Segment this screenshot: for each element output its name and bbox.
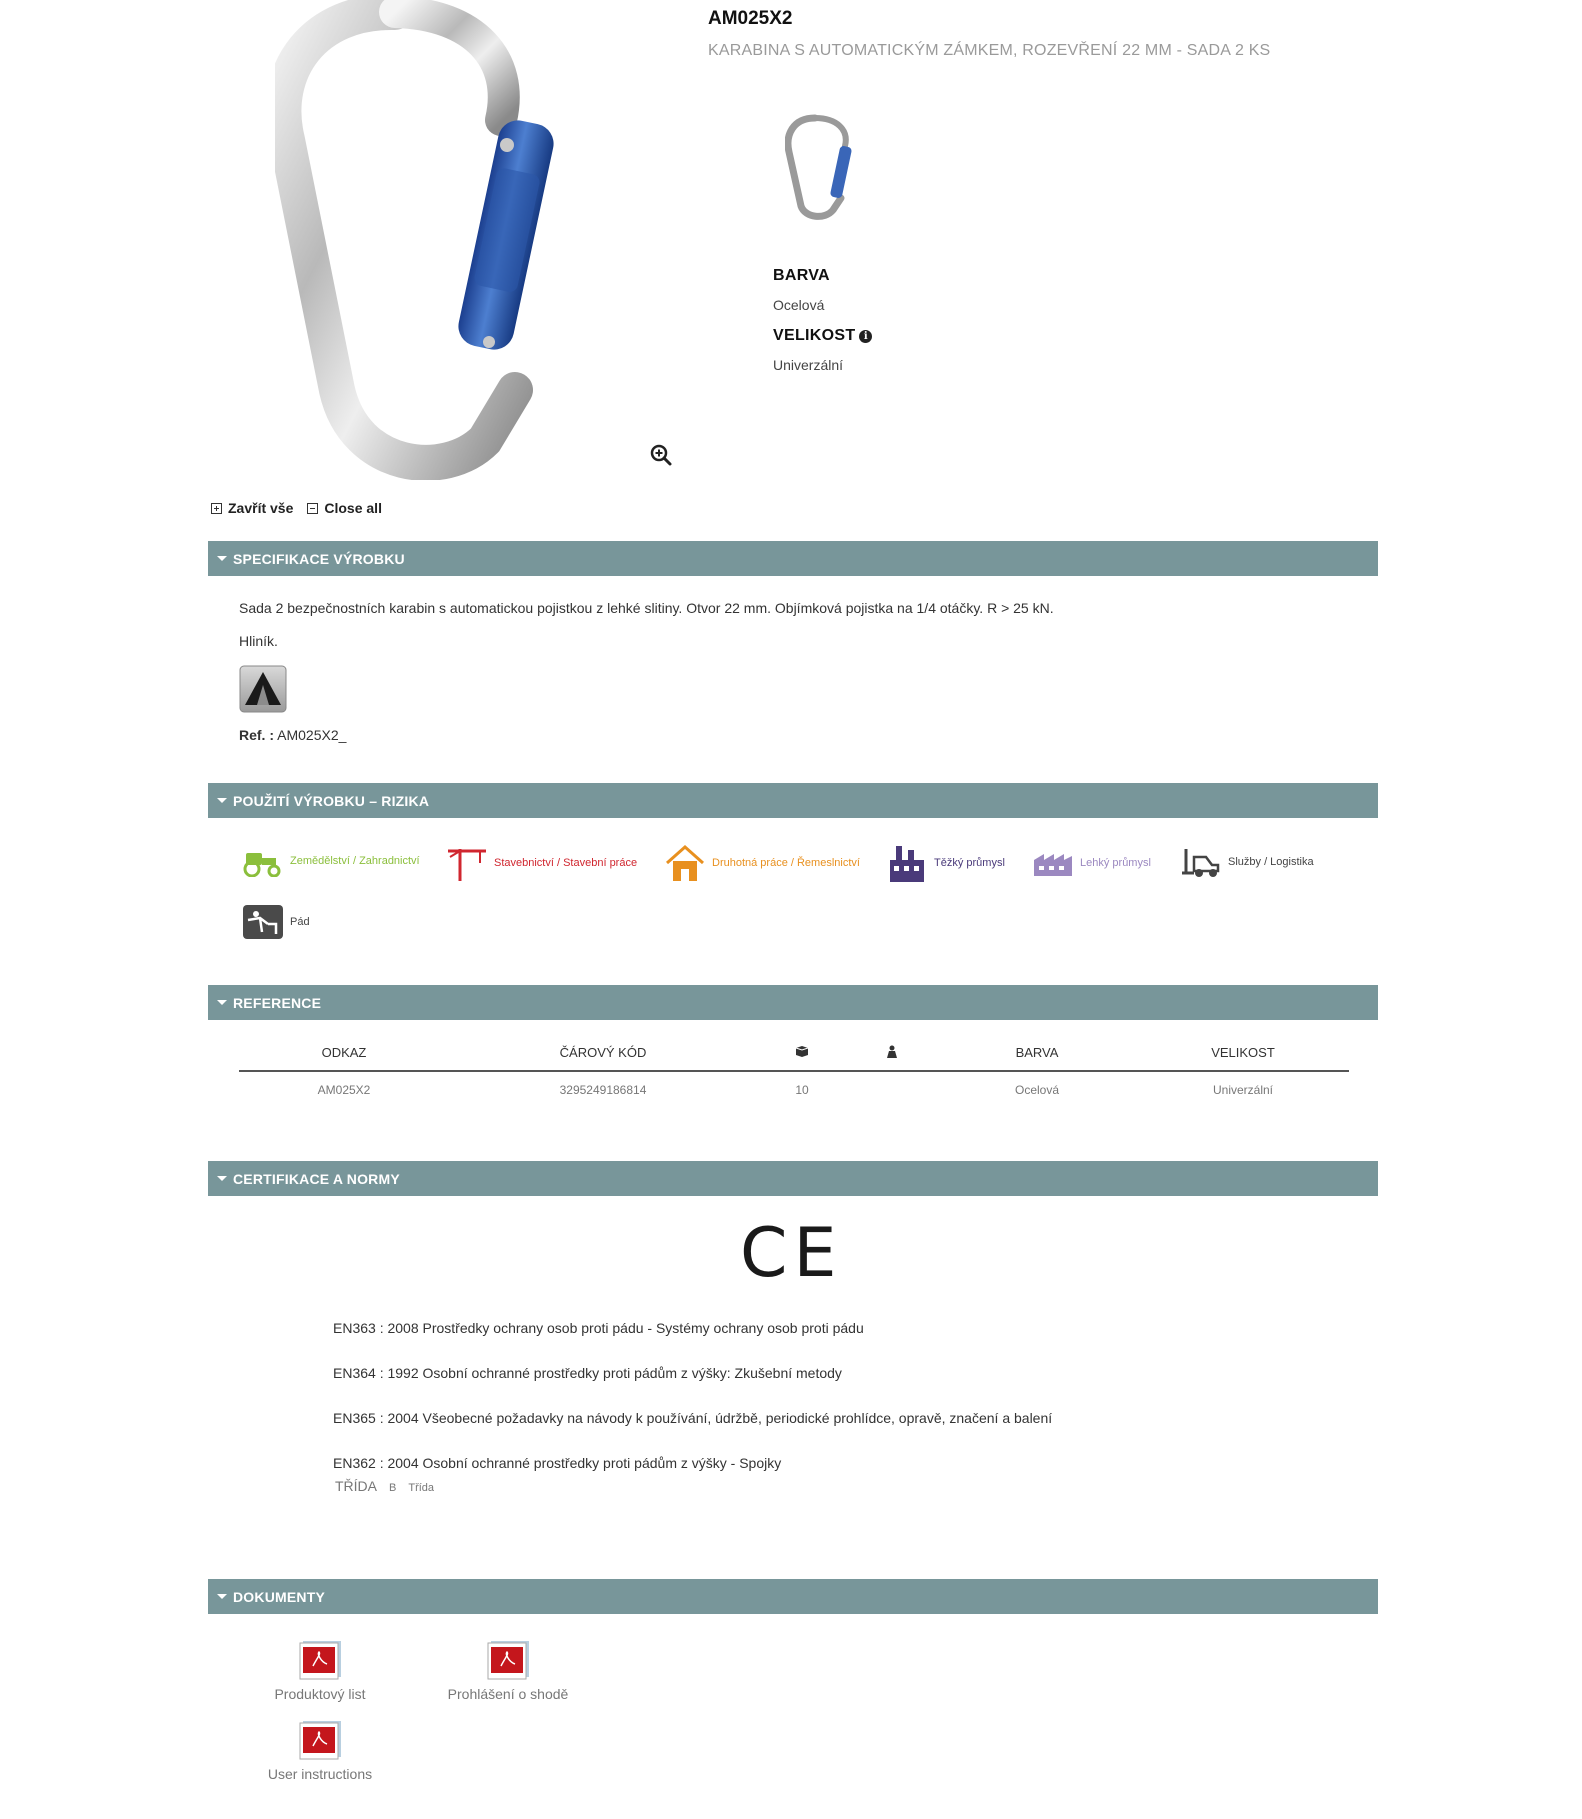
minus-square-icon	[307, 503, 318, 514]
ce-mark: CE	[740, 1214, 843, 1293]
doc-declaration[interactable]	[438, 1640, 578, 1702]
plus-square-icon	[211, 503, 222, 514]
norm-class	[335, 1478, 434, 1494]
doc-label: Produktový list	[274, 1686, 366, 1702]
usage-fall[interactable]	[242, 904, 310, 940]
close-all-label: Close all	[324, 500, 382, 516]
caret-down-icon	[217, 1176, 227, 1181]
zoom-in-icon[interactable]	[649, 443, 673, 467]
section-usage-header[interactable]	[208, 783, 1378, 818]
cell-color: Ocelová	[1014, 1083, 1060, 1097]
close-all-button[interactable]	[307, 500, 382, 516]
spec-ref	[239, 727, 346, 743]
section-spec-header[interactable]	[208, 541, 1378, 576]
caret-down-icon	[217, 556, 227, 561]
tractor-icon	[242, 845, 284, 877]
pdf-icon	[297, 1640, 343, 1680]
product-subtitle: KARABINA S AUTOMATICKÝM ZÁMKEM, ROZEVŘENÍ 22 MM - SADA 2 KS	[708, 42, 1271, 59]
section-docs-title: DOKUMENTY	[233, 1588, 326, 1605]
section-usage-title: POUŽITÍ VÝROBKU – RIZIKA	[233, 792, 430, 809]
caret-down-icon	[217, 1000, 227, 1005]
heavy-industry-icon	[886, 842, 928, 884]
norm-item: EN364 : 1992 Osobní ochranné prostředky proti pádům z výšky: Zkušební metody	[333, 1365, 842, 1381]
doc-user-instructions[interactable]	[250, 1720, 390, 1782]
section-reference-header[interactable]	[208, 985, 1378, 1020]
norm-item: EN363 : 2008 Prostředky ochrany osob proti pádu - Systémy ochrany osob proti pádu	[333, 1320, 864, 1336]
spec-material: Hliník.	[239, 633, 278, 649]
ref-value: AM025X2_	[277, 727, 347, 743]
cell-box-qty: 10	[795, 1083, 809, 1097]
col-ref[interactable]: ODKAZ	[321, 1045, 367, 1060]
section-cert-header[interactable]	[208, 1161, 1378, 1196]
usage-craft[interactable]	[664, 843, 860, 883]
class-value: B	[389, 1482, 397, 1494]
forklift-icon	[1180, 845, 1222, 879]
col-box[interactable]	[757, 1045, 847, 1060]
info-icon[interactable]: i	[859, 330, 872, 343]
color-value: Ocelová	[773, 297, 825, 313]
usage-label: Těžký průmysl	[934, 857, 1005, 869]
col-size[interactable]: VELIKOST	[1211, 1045, 1275, 1060]
open-all-label: Zavřít vše	[228, 500, 294, 516]
color-label: BARVA	[773, 267, 830, 284]
brand-logo	[239, 665, 287, 713]
light-industry-icon	[1032, 848, 1074, 878]
usage-label: Pád	[290, 916, 310, 928]
class-label: TŘÍDA	[335, 1478, 377, 1494]
product-code: AM025X2	[708, 8, 793, 29]
norm-item: EN362 : 2004 Osobní ochranné prostředky proti pádům z výšky - Spojky	[333, 1455, 782, 1471]
col-barcode[interactable]: ČÁROVÝ KÓD	[559, 1045, 647, 1060]
size-label-row	[773, 327, 872, 345]
doc-label: User instructions	[267, 1766, 373, 1782]
table-header	[239, 1035, 1349, 1072]
doc-label: Prohlášení o shodě	[447, 1686, 569, 1702]
usage-label: Služby / Logistika	[1228, 856, 1314, 868]
open-all-button[interactable]	[211, 500, 293, 516]
section-cert-title: CERTIFIKACE A NORMY	[233, 1170, 400, 1187]
col-person[interactable]	[847, 1045, 937, 1061]
crane-icon	[446, 845, 488, 881]
cell-size: Univerzální	[1212, 1083, 1274, 1097]
usage-label: Lehký průmysl	[1080, 857, 1151, 869]
cell-barcode: 3295249186814	[559, 1083, 647, 1097]
usage-heavy-industry[interactable]	[886, 842, 1005, 884]
table-row[interactable]	[239, 1072, 1349, 1108]
usage-construction[interactable]	[446, 845, 637, 881]
expand-collapse-toggles	[211, 500, 390, 516]
usage-label: Zemědělství / Zahradnictví	[290, 855, 420, 867]
cell-ref: AM025X2	[317, 1083, 371, 1097]
box-icon	[795, 1045, 809, 1057]
ref-label: Ref. :	[239, 727, 274, 743]
reference-table	[239, 1035, 1349, 1108]
house-icon	[664, 843, 706, 883]
usage-logistics[interactable]	[1180, 845, 1314, 879]
product-thumbnail[interactable]	[785, 110, 865, 220]
norm-item: EN365 : 2004 Všeobecné požadavky na návody k používání, údržbě, periodické prohlídce, opravě, značení a balení	[333, 1410, 1053, 1426]
carabiner-image[interactable]	[275, 0, 615, 480]
section-reference-title: REFERENCE	[233, 994, 322, 1011]
caret-down-icon	[217, 798, 227, 803]
section-spec-title: SPECIFIKACE VÝROBKU	[233, 550, 405, 567]
col-color[interactable]: BARVA	[1015, 1045, 1059, 1060]
section-docs-header[interactable]	[208, 1579, 1378, 1614]
pdf-icon	[297, 1720, 343, 1760]
class-desc: Třída	[408, 1482, 435, 1494]
spec-description: Sada 2 bezpečnostních karabin s automatickou pojistkou z lehké slitiny. Otvor 22 mm. Objímková pojistka na 1/4 otáčky. R > 25 kN.	[239, 600, 1054, 616]
usage-light-industry[interactable]	[1032, 848, 1151, 878]
fall-icon	[242, 904, 284, 940]
person-icon	[886, 1045, 898, 1058]
usage-agriculture[interactable]	[242, 845, 420, 877]
doc-product-sheet[interactable]	[250, 1640, 390, 1702]
caret-down-icon	[217, 1594, 227, 1599]
usage-label: Stavebnictví / Stavební práce	[494, 857, 638, 869]
size-value: Univerzální	[773, 357, 844, 373]
usage-label: Druhotná práce / Řemeslnictví	[712, 857, 860, 869]
pdf-icon	[485, 1640, 531, 1680]
size-label: VELIKOST	[773, 327, 856, 344]
